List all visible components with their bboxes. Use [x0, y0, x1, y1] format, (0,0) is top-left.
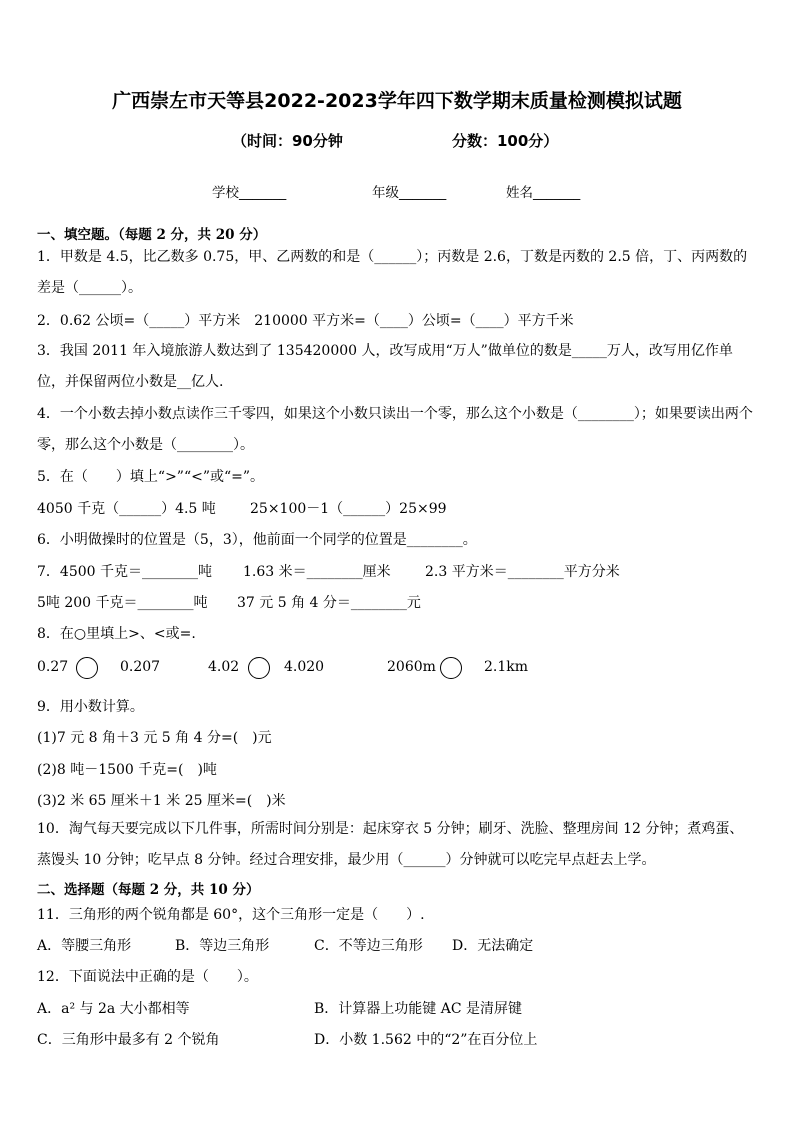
compare-circle	[248, 657, 270, 679]
question-12-option-a: A．a² 与 2a 大小都相等	[37, 1001, 190, 1017]
question-12: 12．下面说法中正确的是（ ）。	[37, 969, 258, 985]
question-8-left-value: 4.02	[208, 659, 240, 675]
question-9: 9．用小数计算。	[37, 699, 144, 715]
exam-time: （时间：90分钟	[232, 132, 343, 150]
page-title: 广西崇左市天等县2022-2023学年四下数学期末质量检测模拟试题	[112, 90, 682, 112]
question-11-option-a: A．等腰三角形	[37, 938, 132, 954]
question-4: 4．一个小数去掉小数点读作三千零四，如果这个小数只读出一个零，那么这个小数是（________）；如果要读出两个零，那么这个小数是（________）。	[37, 406, 753, 453]
section-2-heading: 二、选择题（每题 2 分，共 10 分）	[37, 882, 260, 898]
question-12-option-b: B．计算器上功能键 AC 是清屏键	[314, 1001, 523, 1017]
question-9-item-3: (3)2 米 65 厘米＋1 米 25 厘米=( )米	[37, 793, 286, 809]
question-11: 11．三角形的两个锐角都是 60°，这个三角形一定是（ ）.	[37, 907, 425, 923]
name-field: 姓名_______	[506, 185, 581, 201]
question-10: 10．淘气每天要完成以下几件事，所需时间分别是：起床穿衣 5 分钟；刷牙、洗脸、整理房间 12 分钟；煮鸡蛋、蒸馒头 10 分钟；吃早点 8 分钟。经过合理安排，最少用（______）分钟就可以吃完早点赶去上学。	[37, 821, 744, 868]
compare-circle	[76, 657, 98, 679]
question-8-left-value: 2060m	[387, 659, 436, 675]
question-7-item-c: 2.3 平方米＝________平方分米	[425, 564, 620, 580]
question-7-item-d: 5吨 200 千克＝________吨	[37, 595, 208, 611]
compare-circle	[440, 657, 462, 679]
question-8: 8．在○里填上>、<或=.	[37, 626, 196, 642]
question-7-item-a: 7．4500 千克＝________吨	[37, 564, 212, 580]
question-12-option-c: C．三角形中最多有 2 个锐角	[37, 1032, 220, 1048]
question-9-item-2: (2)8 吨－1500 千克=( )吨	[37, 762, 217, 778]
question-3: 3．我国 2011 年入境旅游人数达到了 135420000 人，改写成用“万人”做单位的数是_____万人，改写用亿作单位，并保留两位小数是__亿人.	[37, 343, 733, 390]
question-6: 6．小明做操时的位置是（5，3），他前面一个同学的位置是________。	[37, 532, 477, 548]
question-12-option-d: D．小数 1.562 中的“2”在百分位上	[314, 1032, 538, 1048]
school-field: 学校_______	[212, 185, 287, 201]
question-8-right-value: 4.020	[284, 659, 325, 675]
question-1: 1．甲数是 4.5，比乙数多 0.75，甲、乙两数的和是（______）；丙数是 2.6，丁数是丙数的 2.5 倍，丁、丙两数的差是（______）。	[37, 249, 748, 296]
question-8-left-value: 0.27	[37, 659, 69, 675]
question-7-item-e: 37 元 5 角 4 分＝________元	[237, 595, 421, 611]
question-11-option-d: D．无法确定	[452, 938, 534, 954]
question-7-item-b: 1.63 米＝________厘米	[243, 564, 391, 580]
exam-score: 分数：100分）	[452, 132, 559, 150]
question-8-right-value: 2.1km	[484, 659, 529, 675]
question-2: 2．0.62 公顷=（_____）平方米 210000 平方米=（____）公顷=（____）平方千米	[37, 313, 574, 329]
grade-field: 年级_______	[372, 185, 447, 201]
question-11-option-c: C．不等边三角形	[314, 938, 423, 954]
section-1-heading: 一、填空题。（每题 2 分，共 20 分）	[37, 227, 267, 243]
question-9-item-1: (1)7 元 8 角＋3 元 5 角 4 分=( )元	[37, 730, 272, 746]
question-8-right-value: 0.207	[120, 659, 161, 675]
question-5-item-b: 25×100－1（______）25×99	[250, 501, 447, 517]
question-5: 5．在（ ）填上“>”“<”或“=”。	[37, 469, 265, 485]
question-5-item-a: 4050 千克（______）4.5 吨	[37, 501, 216, 517]
question-11-option-b: B．等边三角形	[175, 938, 270, 954]
